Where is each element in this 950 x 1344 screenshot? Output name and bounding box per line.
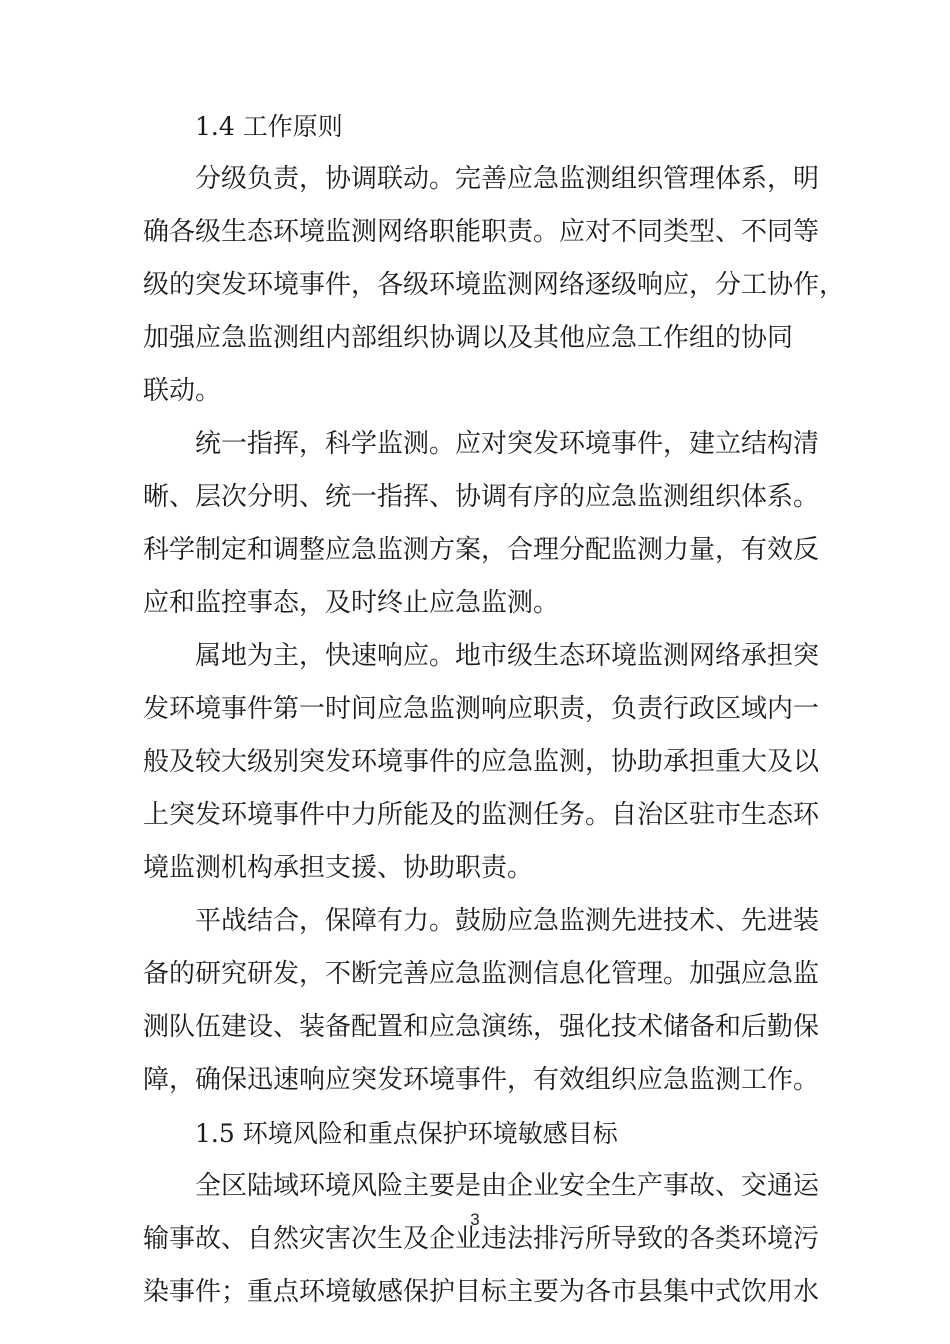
- page-number: 3: [470, 1210, 480, 1229]
- paragraph-first-line: 统一指挥，科学监测。应对突发环境事件，建立结构清: [195, 429, 820, 459]
- paragraph-first-line: 属地为主，快速响应。地市级生态环境监测网络承担突: [195, 641, 820, 671]
- paragraph-line: 测队伍建设、装备配置和应急演练，强化技术储备和后勤保: [143, 1012, 820, 1042]
- paragraph-line: 染事件；重点环境敏感保护目标主要为各市县集中式饮用水: [143, 1277, 820, 1307]
- paragraph-line: 应和监控事态，及时终止应急监测。: [143, 588, 560, 618]
- paragraph-first-line: 分级负责，协调联动。完善应急监测组织管理体系，明: [195, 164, 820, 194]
- paragraph-line: 确各级生态环境监测网络职能职责。应对不同类型、不同等: [143, 217, 820, 247]
- paragraph-line: 般及较大级别突发环境事件的应急监测，协助承担重大及以: [143, 747, 820, 777]
- paragraph-line: 联动。: [143, 376, 222, 406]
- paragraph-line: 境监测机构承担支援、协助职责。: [143, 853, 534, 883]
- paragraph-line: 级的突发环境事件，各级环境监测网络逐级响应，分工协作，: [143, 270, 846, 300]
- section-heading: 1.4 工作原则: [195, 112, 343, 141]
- paragraph-line: 备的研究研发，不断完善应急监测信息化管理。加强应急监: [143, 959, 820, 989]
- paragraph-line: 障，确保迅速响应突发环境事件，有效组织应急监测工作。: [143, 1065, 820, 1095]
- paragraph-line: 上突发环境事件中力所能及的监测任务。自治区驻市生态环: [143, 800, 820, 830]
- paragraph-first-line: 平战结合，保障有力。鼓励应急监测先进技术、先进装: [195, 906, 820, 936]
- paragraph-line: 输事故、自然灾害次生及企业违法排污所导致的各类环境污: [143, 1224, 820, 1254]
- paragraph-line: 晰、层次分明、统一指挥、协调有序的应急监测组织体系。: [143, 482, 820, 512]
- section-heading: 1.5 环境风险和重点保护环境敏感目标: [195, 1119, 618, 1148]
- paragraph-first-line: 全区陆域环境风险主要是由企业安全生产事故、交通运: [195, 1171, 820, 1201]
- paragraph-line: 加强应急监测组内部组织协调以及其他应急工作组的协同: [143, 323, 794, 353]
- paragraph-line: 科学制定和调整应急监测方案，合理分配监测力量，有效反: [143, 535, 820, 565]
- document-body: [143, 100, 846, 1319]
- paragraph-line: 发环境事件第一时间应急监测响应职责，负责行政区域内一: [143, 694, 820, 724]
